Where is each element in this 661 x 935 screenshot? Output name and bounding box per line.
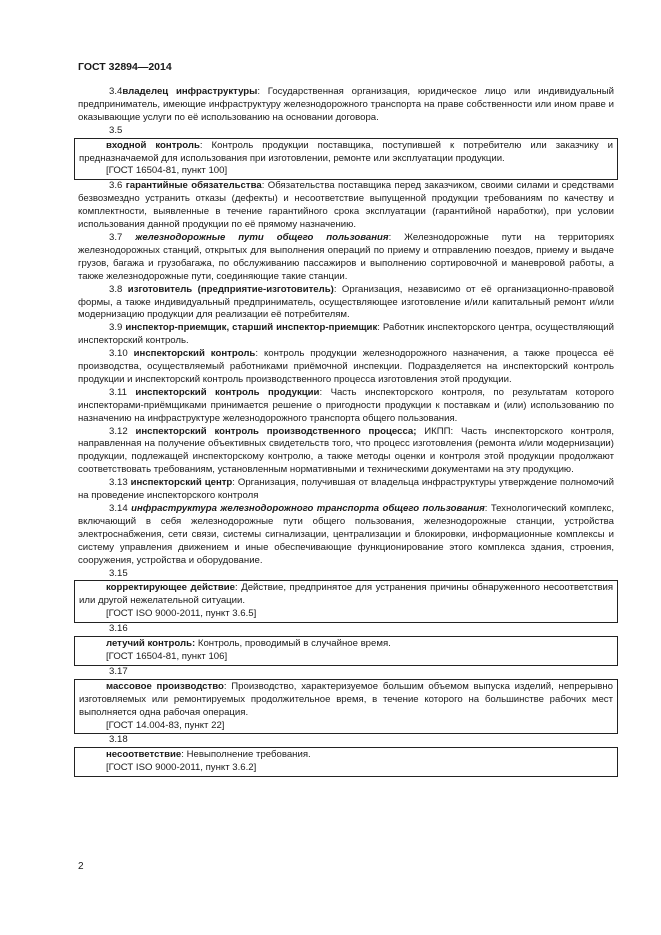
- term-number: 3.14: [109, 503, 128, 514]
- term-number: 3.10: [109, 348, 128, 360]
- term-name: инфраструктура железнодорожного транспорта общего пользования: [131, 503, 485, 514]
- term-definition: : контроль продукции железнодорожного назначения, а также процесса её производства, осуществляемый работниками приёмочной инспекции. Подразделяется на инспекторский контроль продукции и инспекторский контроль производственного процесса изготовления этой продукции.: [78, 348, 614, 385]
- term-entry-3-10: [78, 348, 614, 387]
- term-source: [ГОСТ ISO 9000-2011, пункт 3.6.5]: [106, 608, 257, 620]
- term-source: [ГОСТ 14.004-83, пункт 22]: [106, 719, 225, 731]
- term-name: летучий контроль:: [106, 638, 196, 650]
- term-name: входной контроль: [106, 139, 200, 151]
- term-entry-3-15: [79, 582, 613, 608]
- boxed-term-3-18: [74, 747, 618, 777]
- boxed-term-3-17: [74, 679, 618, 735]
- term-definition: : Работник инспекторского центра, осуществляющий инспекторский контроль.: [78, 322, 615, 347]
- term-name: инспекторский контроль: [133, 348, 256, 360]
- term-number: 3.11: [109, 386, 127, 398]
- term-source: [ГОСТ 16504-81, пункт 100]: [106, 165, 228, 177]
- term-number: 3.7: [109, 231, 123, 243]
- term-definition: : Производство, характеризуемое большим объемом выпуска изделий, непрерывно изготовляемых или ремонтируемых продолжительное время, в течение которого на большинстве рабочих мест выполняется одна рабочая операция.: [79, 680, 613, 718]
- term-definition: : Государственная организация, юридическое лицо или индивидуальный предприниматель, имеющие инфраструктуру железнодорожного транспорта на праве собственности или ином праве и оказывающие услуги по её использованию на основании договора.: [78, 86, 614, 123]
- boxed-term-3-16: [74, 636, 618, 666]
- term-entry-3-13: [78, 477, 614, 503]
- term-number: 3.4: [109, 86, 123, 97]
- term-definition: : Контроль продукции поставщика, поступившей к потребителю или заказчику и предназначаемой для использования при изготовлении, ремонте или эксплуатации продукции.: [79, 139, 613, 164]
- term-entry-3-7: [78, 232, 614, 284]
- term-number-3-5: 3.5: [109, 124, 123, 136]
- term-entry-3-16: [79, 638, 613, 651]
- term-entry-3-17: [79, 681, 613, 720]
- term-number-3-16: 3.16: [109, 623, 128, 635]
- term-entry-3-14: [78, 503, 614, 568]
- term-definition: : Невыполнение требования.: [181, 749, 311, 761]
- term-definition: : Организация, независимо от её организационно-правовой формы, а также индивидуальный предприниматель, осуществляющее изготовление и/или капитальный ремонт и/или модернизацию продукции для реализации её потребителям.: [78, 283, 614, 321]
- term-name: инспектор-приемщик, старший инспектор-приемщик: [125, 322, 378, 334]
- term-name: владелец инфраструктуры: [122, 86, 258, 97]
- page-number: 2: [78, 861, 84, 872]
- term-entry-3-4: [78, 86, 614, 125]
- term-name: изготовитель (предприятие-изготовитель): [127, 283, 334, 295]
- term-definition: : Железнодорожные пути на территориях железнодорожных станций, открытых для выполнения операций по приему и отправлению поездов, приему и выдаче грузов, багажа и грузобагажа, по обслуживанию пассажиров и выполнению сортировочной и маневровой работы, а также железнодорожные пути, соединяющие такие станции.: [78, 231, 614, 282]
- term-definition: : Технологический комплекс, включающий в себя железнодорожные пути общего пользования, железнодорожные станции, устройства электроснабжения, сети связи, системы сигнализации, централизации и блокировки, информационные комплексы и систему управления движением и иные обеспечивающие функционирование этого комплекса здания, строения, сооружения, устройства и оборудование.: [78, 503, 614, 566]
- term-definition: : Часть инспекторского контроля, по результатам которого инспекторами-приёмщиками принимается решение о пригодности продукции к поставкам и (или) использованию по назначению на инфраструктуре железнодорожного транспорта общего пользования.: [78, 386, 614, 424]
- term-name: железнодорожные пути общего пользования: [135, 231, 389, 243]
- term-number-3-15: 3.15: [109, 567, 128, 579]
- term-number-3-18: 3.18: [109, 734, 128, 746]
- term-name: инспекторский контроль производственного процесса;: [135, 425, 417, 437]
- term-entry-3-8: [78, 284, 614, 323]
- term-entry-3-5: [79, 140, 613, 166]
- boxed-term-3-5: [74, 138, 618, 181]
- term-entry-3-11: [78, 387, 614, 426]
- term-name: инспекторский центр: [130, 477, 233, 489]
- term-entry-3-12: [78, 426, 614, 478]
- terms-content: [78, 86, 614, 777]
- term-number: 3.8: [109, 283, 123, 295]
- term-entry-3-6: [78, 180, 614, 232]
- term-number: 3.12: [109, 425, 128, 437]
- term-definition: : Часть инспекторского контроля, направленная на получение объективных свидетельств того, что процесс изготовления (ремонта и/или модернизации) продукции, подлежащей инспекторскому контролю, а также методы оценки и контроля этой продукции продолжают соответствовать требованиям, установленным нормативными и техническими документами на эту продукцию.: [78, 425, 614, 476]
- term-name: массовое производство: [106, 680, 224, 692]
- term-name: несоответствие: [106, 749, 182, 761]
- term-entry-3-9: [78, 322, 614, 348]
- document-header: ГОСТ 32894—2014: [78, 61, 172, 73]
- boxed-term-3-15: [74, 580, 618, 623]
- term-entry-3-18: [79, 749, 613, 762]
- term-abbreviation: ИКПП: [416, 425, 451, 437]
- term-source: [ГОСТ 16504-81, пункт 106]: [106, 650, 228, 662]
- term-source: [ГОСТ ISO 9000-2011, пункт 3.6.2]: [106, 762, 257, 774]
- term-definition: Контроль, проводимый в случайное время.: [195, 638, 391, 650]
- term-number-3-17: 3.17: [109, 665, 128, 677]
- term-definition: : Организация, получившая от владельца инфраструктуры утверждение полномочий на проведение инспекторского контроля: [78, 477, 614, 502]
- term-number: 3.13: [109, 477, 128, 489]
- term-number: 3.6: [109, 180, 123, 192]
- term-definition: : Действие, предпринятое для устранения причины обнаруженного несоответствия или другой нежелательной ситуации.: [79, 582, 614, 607]
- term-definition: : Обязательства поставщика перед заказчиком, своими силами и средствами безвозмездно устранить отказы (дефекты) и несоответствие выпущенной продукции требованиям по качеству и комплектности, выявленные в течение гарантийного срока эксплуатации (гарантийной наработки), при условии использования данной продукции по её прямому назначению.: [78, 180, 614, 231]
- term-name: корректирующее действие: [106, 582, 236, 594]
- term-name: гарантийные обязательства: [125, 180, 262, 192]
- term-name: инспекторский контроль продукции: [135, 386, 320, 398]
- term-number: 3.9: [109, 322, 123, 334]
